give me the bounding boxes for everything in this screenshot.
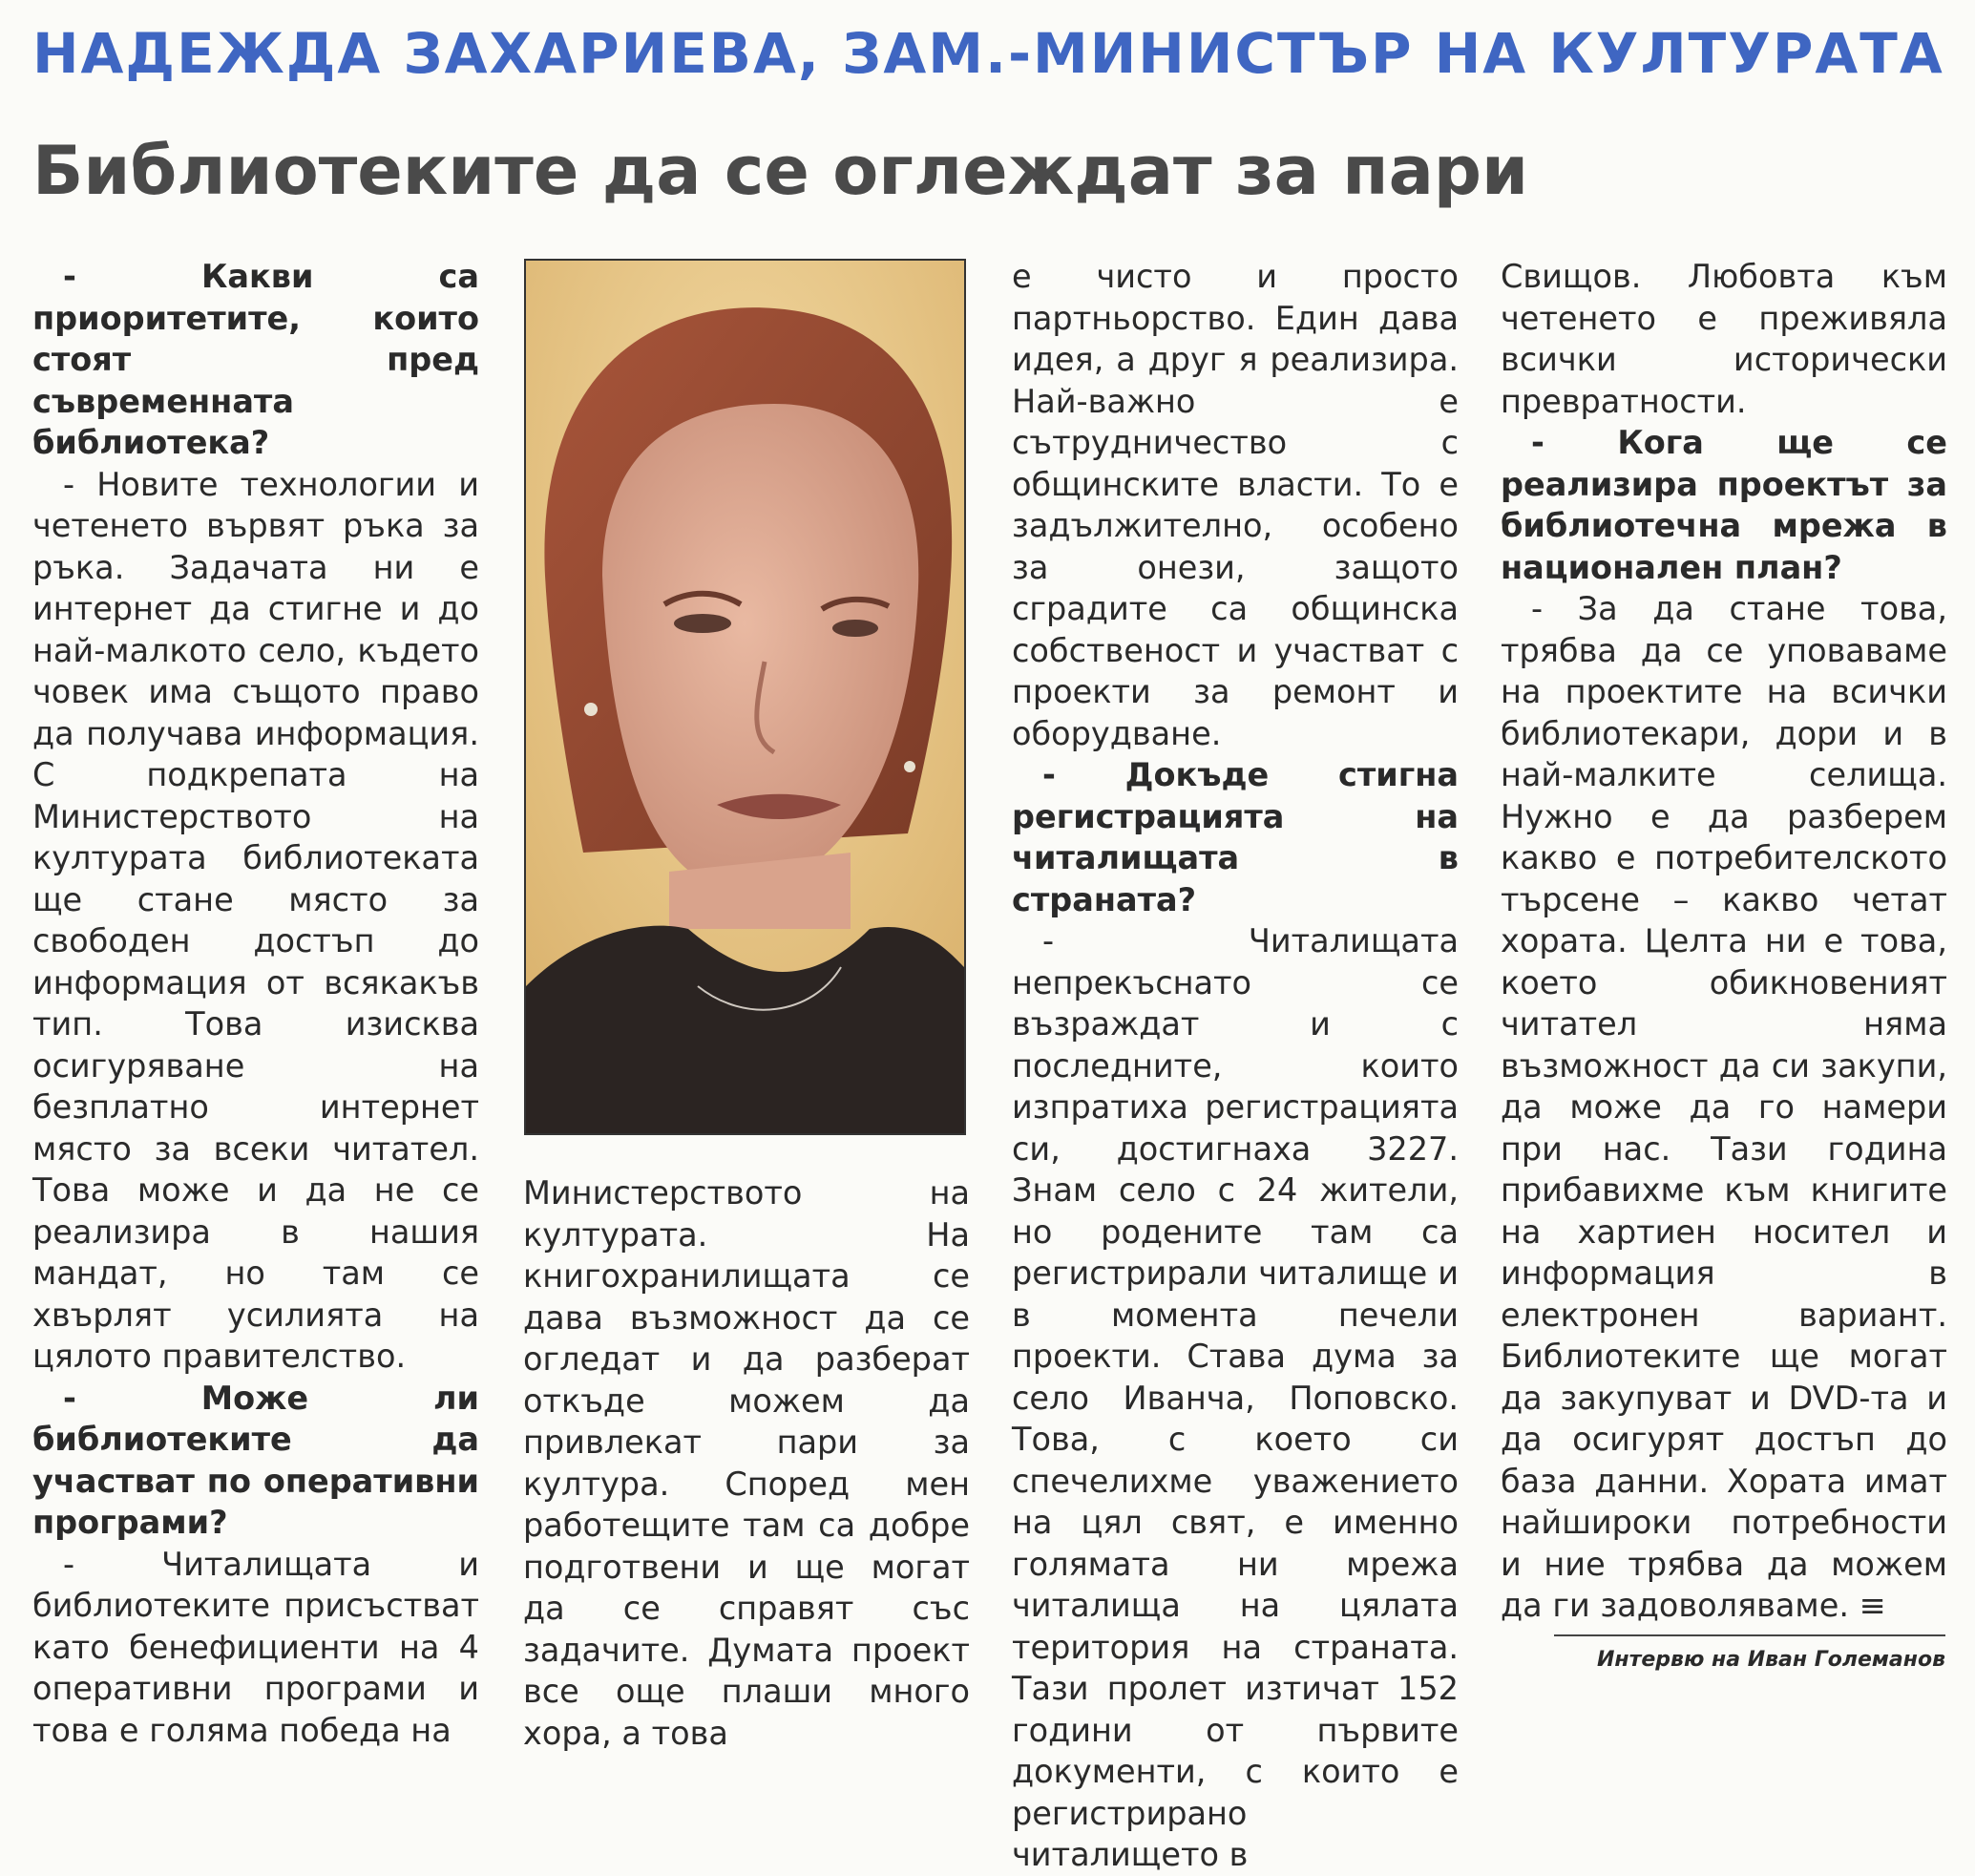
byline-divider: [1554, 1634, 1945, 1636]
article-column-3: [1012, 256, 1459, 1876]
portrait-photo-icon: [526, 261, 964, 1133]
article-column-4: [1501, 256, 1947, 1627]
article-paragraph: Министерството на културата. На книгохранилищата се дава възможност да се огледат и да разберат откъде можем да привлекат пари за култура. Според мен работещите там са добре подготвени и ще могат да се справят със задачите. Думата проект все още плаши много хора, а това: [523, 1174, 970, 1752]
article-kicker: НАДЕЖДА ЗАХАРИЕВА, ЗАМ.-МИНИСТЪР НА КУЛТУРАТА: [32, 21, 1944, 86]
interview-question: - Какви са приоритетите, които стоят пред съвременната библиотека?: [32, 258, 479, 461]
interview-question: - Докъде стигна регистрацията на читалищата в страната?: [1012, 756, 1459, 918]
article-column-1: [32, 256, 479, 1751]
interview-answer: - Новите технологии и четенето вървят ръка за ръка. Задачата ни е интернет да стигне и до най-малкото село, където човек има същото право да получава информация. С подкрепата на Министерството на културата библиотеката ще стане място за свободен достъп до информация от всякакъв тип. Това изисква осигуряване на безплатно интернет място за всеки читател. Това може и да не се реализира в нашия мандат, но там се хвърлят усилията на цялото правителство.: [32, 465, 479, 1375]
interview-question: - Кога ще се реализира проектът за библиотечна мрежа в национален план?: [1501, 424, 1947, 586]
article-paragraph: Свищов. Любовта към четенето е преживяла всички исторически превратности.: [1501, 258, 1947, 420]
article-headline: Библиотеките да се оглеждат за пари: [32, 132, 1529, 210]
article-paragraph: е чисто и просто партньорство. Един дава идея, а друг я реализира. Най-важно е сътрудничество с общинските власти. То е задължително, особено за онези, защото сградите са общинска собственост и участват с проекти за ремонт и оборудване.: [1012, 258, 1459, 752]
interview-answer: - Читалищата и библиотеките присъстват като бенефициенти на 4 оперативни програми и това е голяма победа на: [32, 1545, 479, 1749]
interview-answer: - За да стане това, трябва да се уповаваме на проектите на всички библиотекари, дори и в най-малките селища. Нужно е да разберем какво е потребителското търсене – какво четат хората. Целта ни е това, което обикновеният читател няма възможност да си закупи, да може да го намери при нас. Тази година прибавихме към книгите на хартиен носител и информация в електронен вариант. Библиотеките ще могат да закупуват и DVD-та и да осигурят достъп до база данни. Хората имат найшироки потребности и ние трябва да можем да ги задоволяваме. ≡: [1501, 590, 1947, 1624]
article-byline: Интервю на Иван Големанов: [1597, 1648, 1945, 1672]
interview-answer: - Читалищата непрекъснато се възраждат и с последните, които изпратиха регистрацията си, достигнаха 3227. Знам село с 24 жители, но родените там са регистрирали читалище и в момента печели проекти. Става дума за село Иванча, Поповско. Това, с което си спечелихме уважението на цял свят, е именно голямата ни мрежа читалища на цялата територия на страната. Тази пролет изтичат 152 години от първите документи, с които е регистрирано читалището в: [1012, 922, 1459, 1873]
article-column-2: [523, 1172, 970, 1754]
portrait-photo: [524, 259, 966, 1135]
interview-question: - Може ли библиотеките да участват по оперативни програми?: [32, 1379, 479, 1541]
